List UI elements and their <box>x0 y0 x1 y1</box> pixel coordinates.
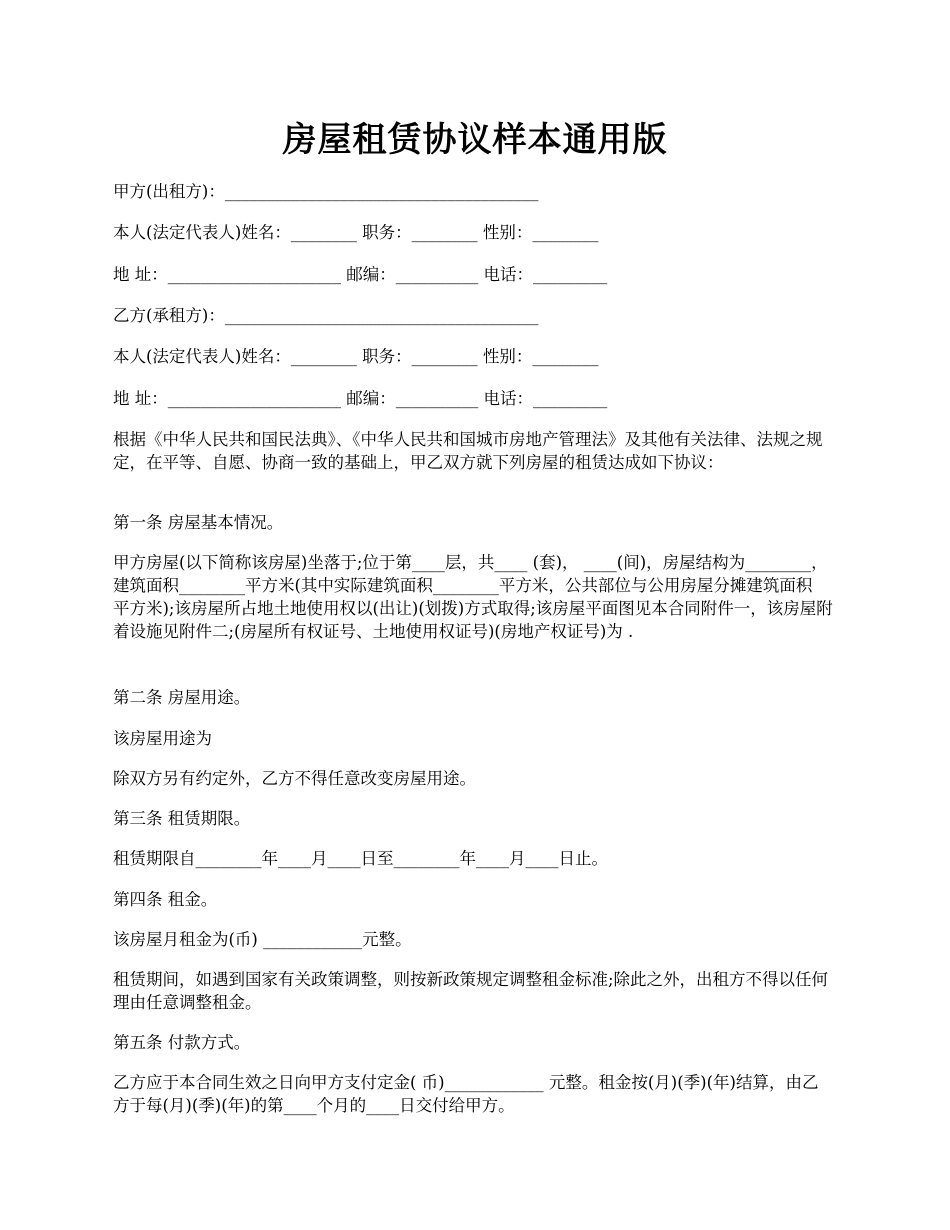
document-title: 房屋租赁协议样本通用版 <box>282 120 668 160</box>
article-4-heading: 第四条 租金。 <box>113 890 218 909</box>
party-a-representative-line: 本人(法定代表人)姓名：________ 职务：________ 性别：________ <box>113 223 599 242</box>
article-2-line-1: 该房屋用途为 <box>113 729 212 748</box>
article-3-heading: 第三条 租赁期限。 <box>113 809 251 828</box>
article-4-line-1: 该房屋月租金为(币) ____________元整。 <box>113 930 412 949</box>
article-5-heading: 第五条 付款方式。 <box>113 1033 251 1052</box>
party-b-address-line: 地 址：_____________________ 邮编：__________ 电话：_________ <box>113 389 608 408</box>
article-2-line-2: 除双方另有约定外，乙方不得任意改变房屋用途。 <box>113 769 476 788</box>
preamble-paragraph: 根据《中华人民共和国民法典》、《中华人民共和国城市房地产管理法》及其他有关法律、法规之规定，在平等、自愿、协商一致的基础上，甲乙双方就下列房屋的租赁达成如下协议： <box>113 430 823 472</box>
article-3-body: 租赁期限自________年____月____日至________年____月____日止。 <box>113 849 608 868</box>
party-b-label: 乙方(承租方)：______________________________________ <box>113 306 539 325</box>
article-5-body: 乙方应于本合同生效之日向甲方支付定金( 币)____________ 元整。租金按(月)(季)(年)结算，由乙方于每(月)(季)(年)的第____个月的____日交付给甲方。 <box>113 1073 819 1115</box>
article-1-body: 甲方房屋(以下简称该房屋)坐落于;位于第____层，共____ (套)， ____(间)，房屋结构为________，建筑面积________平方米(其中实际建筑面积________平方米，公共部位与公用房屋分摊建筑面积 平方米);该房屋所占地土地使用权以(出让)(划拨)方式取得;该房屋平面图见本合同附件一，该房屋附着设施见附件二;(房屋所有权证号、土地使用权证号)(房地产权证号)为 . <box>113 553 833 641</box>
article-1-heading: 第一条 房屋基本情况。 <box>113 513 284 532</box>
article-2-heading: 第二条 房屋用途。 <box>113 688 251 707</box>
party-b-representative-line: 本人(法定代表人)姓名：________ 职务：________ 性别：________ <box>113 347 599 366</box>
article-4-line-2: 租赁期间，如遇到国家有关政策调整，则按新政策规定调整租金标准;除此之外，出租方不得以任何理由任意调整租金。 <box>113 970 829 1012</box>
party-a-address-line: 地 址：_____________________ 邮编：__________ 电话：_________ <box>113 265 608 284</box>
party-a-label: 甲方(出租方)：______________________________________ <box>113 182 539 201</box>
